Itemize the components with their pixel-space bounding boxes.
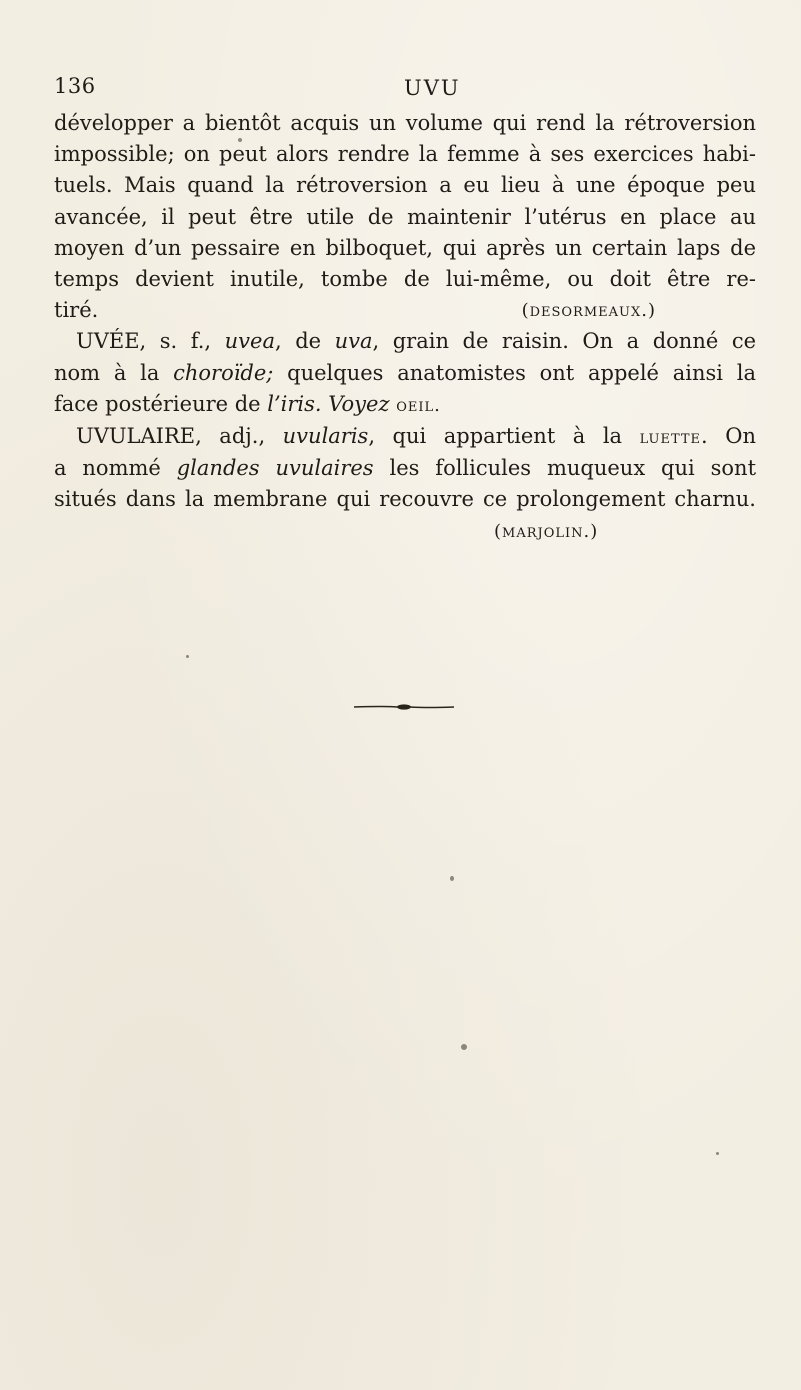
cross-reference: luette	[639, 427, 702, 449]
text-line: moyen d’un pessaire en bilboquet, qui après un certain laps de	[54, 235, 756, 260]
entry-headword: UVULAIRE	[76, 424, 196, 449]
page-header	[54, 74, 754, 104]
text-fragment: les follicules muqueux qui sont	[373, 456, 756, 481]
entry-uvulaire-line	[54, 421, 756, 453]
entry-uvee-line	[54, 389, 756, 421]
entry-uvulaire-line	[54, 453, 756, 484]
paper-speck	[238, 138, 242, 142]
paper-speck	[461, 1044, 467, 1050]
text-line: temps devient inutile, tombe de lui-même, ou doit être re-	[54, 267, 756, 292]
text-fragment: , adj.,	[195, 424, 283, 449]
text-fragment: quelques anatomistes ont appelé ainsi la	[273, 360, 756, 385]
text-fragment: . On	[701, 424, 756, 449]
paper-speck	[186, 655, 189, 658]
italic-term: uvularis	[282, 424, 369, 449]
italic-term: uva	[334, 329, 373, 354]
text-fragment: , qui appartient à la	[368, 424, 640, 449]
text-fragment: , s. f.,	[139, 329, 225, 354]
author-signature: (marjolin.)	[494, 520, 599, 542]
italic-term: choroïde;	[173, 360, 274, 385]
italic-term: uvea	[224, 329, 275, 354]
running-head: UVU	[404, 76, 461, 100]
text-fragment: , de	[274, 329, 335, 354]
text-fragment: tiré.	[54, 298, 99, 323]
entry-uvee-line	[54, 358, 756, 389]
text-line-with-signature	[54, 295, 756, 326]
author-signature: (desormeaux.)	[521, 300, 656, 322]
entry-uvee-line	[54, 326, 756, 357]
text-fragment: , grain de raisin. On a donné ce	[372, 329, 756, 354]
cross-reference: oeil.	[389, 394, 441, 416]
italic-term: l’iris. Voyez	[267, 391, 390, 416]
body-text	[54, 108, 756, 547]
text-fragment: face postérieure de	[54, 391, 268, 416]
end-ornament	[352, 703, 456, 711]
text-line: tuels. Mais quand la rétroversion a eu lieu à une époque peu	[54, 173, 756, 198]
page-number: 136	[54, 74, 96, 98]
entry-headword: UVÉE	[76, 329, 140, 354]
paper-speck	[716, 1152, 719, 1155]
text-line: développer a bientôt acquis un volume qui rend la rétroversion	[54, 111, 756, 135]
text-line: impossible; on peut alors rendre la femme à ses exercices habi-	[54, 142, 756, 167]
italic-term: glandes uvulaires	[176, 456, 374, 481]
paper-speck	[450, 876, 454, 881]
entry-uvulaire-line: situés dans la membrane qui recouvre ce prolongement charnu.	[54, 487, 756, 512]
text-fragment: a nommé	[54, 456, 177, 481]
text-line: avancée, il peut être utile de maintenir l’utérus en place au	[54, 204, 756, 229]
text-fragment: nom à la	[54, 360, 174, 385]
